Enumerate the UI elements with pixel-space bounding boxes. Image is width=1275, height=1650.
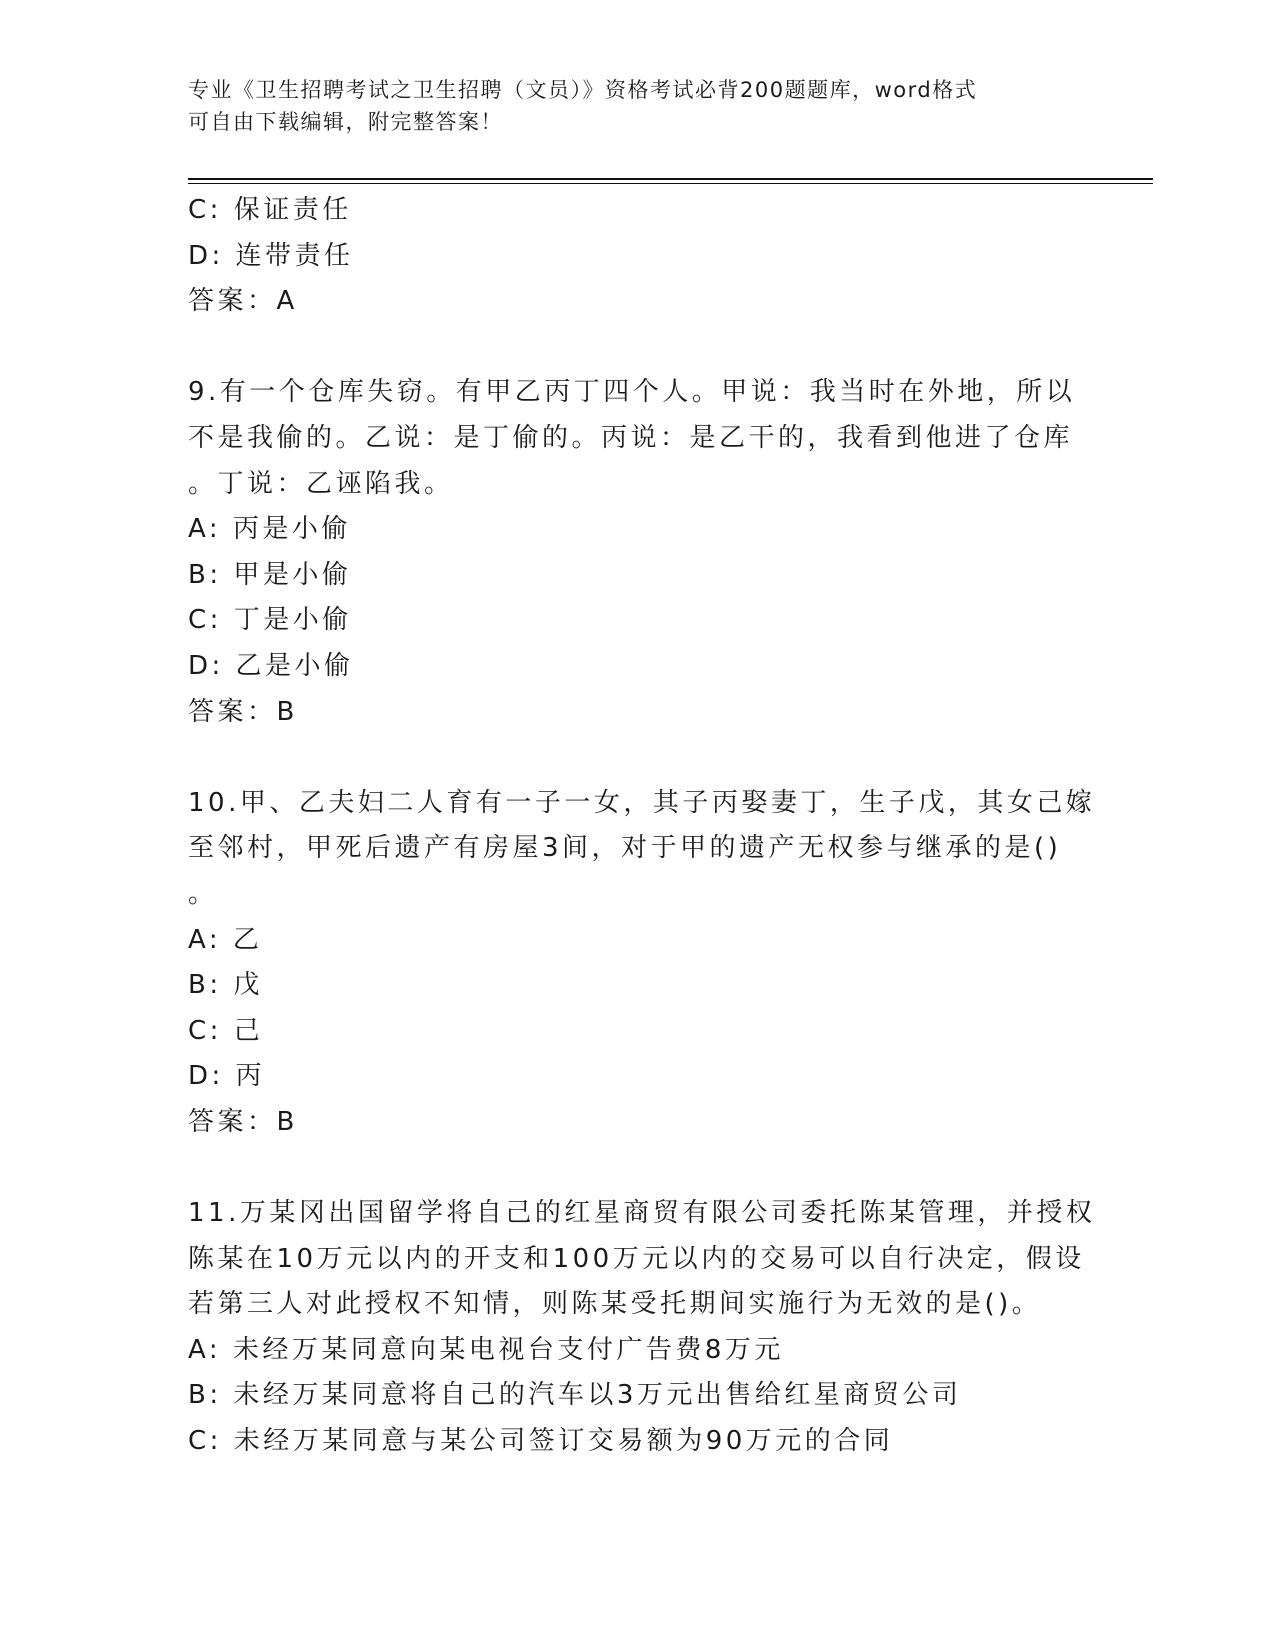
question-content — [188, 188, 1096, 1465]
answer-line: 答案：B — [188, 1106, 298, 1137]
option-a: A: 丙是小偷 — [188, 514, 351, 545]
option-d: D: 乙是小偷 — [188, 650, 354, 681]
option-a: A: 乙 — [188, 924, 263, 955]
option-c: C: 丁是小偷 — [188, 605, 352, 636]
question-text-line: 若第三人对此授权不知情，则陈某受托期间实施行为无效的是()。 — [188, 1289, 1042, 1320]
question-9 — [188, 370, 1088, 735]
header-rule-thick — [188, 178, 1153, 180]
question-text-line: 不是我偷的。乙说：是丁偷的。丙说：是乙干的，我看到他进了仓库 — [188, 422, 1074, 453]
option-b: B: 甲是小偷 — [188, 559, 352, 590]
option-c: C: 未经万某同意与某公司签订交易额为90万元的合同 — [188, 1426, 894, 1457]
question-10 — [188, 781, 1096, 1146]
question-text-line: 至邻村，甲死后遗产有房屋3间，对于甲的遗产无权参与继承的是() — [188, 833, 1062, 864]
question-11 — [188, 1191, 1096, 1465]
option-c: C: 保证责任 — [188, 195, 352, 225]
option-c: C: 己 — [188, 1015, 264, 1046]
document-header — [188, 74, 1068, 138]
question-text-line: 10.甲、乙夫妇二人育有一子一女，其子丙娶妻丁，生子戊，其女己嫁 — [188, 787, 1096, 818]
option-d: D: 连带责任 — [188, 240, 354, 271]
question-text-line: 9.有一个仓库失窃。有甲乙丙丁四个人。甲说：我当时在外地，所以 — [188, 377, 1076, 408]
answer-line: 答案：A — [188, 286, 298, 317]
option-b: B: 戊 — [188, 970, 263, 1001]
option-a: A: 未经万某同意向某电视台支付广告费8万元 — [188, 1334, 784, 1365]
question-text-line: 。 — [188, 878, 218, 909]
header-line-2: 可自由下载编辑，附完整答案！ — [188, 110, 503, 134]
question-text-line: 陈某在10万元以内的开支和100万元以内的交易可以自行决定，假设 — [188, 1243, 1085, 1274]
answer-line: 答案：B — [188, 696, 298, 727]
option-d: D: 丙 — [188, 1061, 266, 1092]
question-text-line: 。丁说：乙诬陷我。 — [188, 468, 454, 499]
header-line-1: 专业《卫生招聘考试之卫生招聘（文员）》资格考试必背200题题库，word格式 — [188, 78, 978, 102]
question-text-line: 11.万某冈出国留学将自己的红星商贸有限公司委托陈某管理，并授权 — [188, 1198, 1096, 1229]
option-b: B: 未经万某同意将自己的汽车以3万元出售给红星商贸公司 — [188, 1380, 962, 1411]
header-rule-thin — [188, 183, 1153, 184]
